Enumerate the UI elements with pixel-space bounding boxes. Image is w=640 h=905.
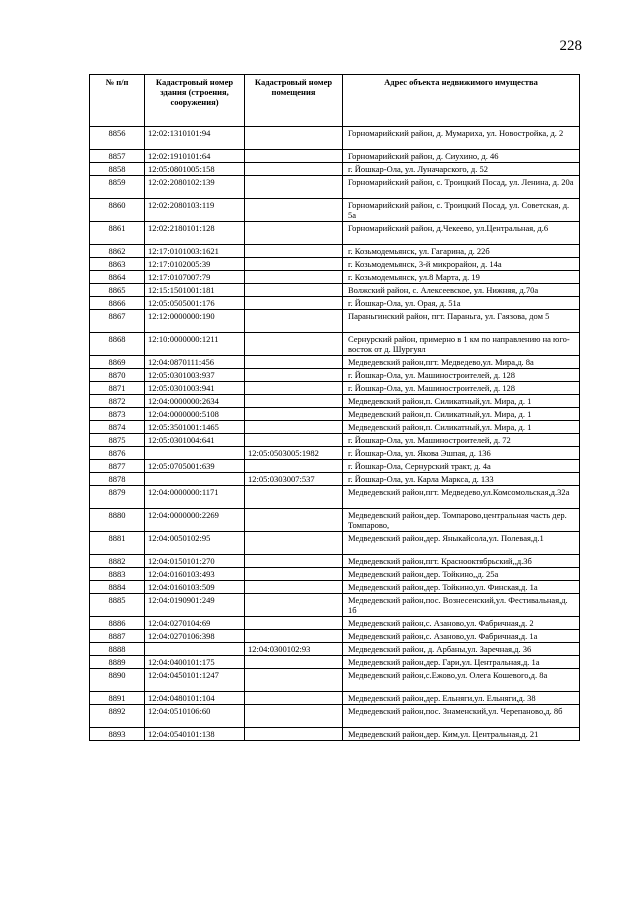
building-cadastral-cell: 12:04:0450101:1247 xyxy=(145,669,245,692)
room-cadastral-cell: 12:05:0303007:537 xyxy=(245,473,343,486)
row-number-cell: 8858 xyxy=(90,163,145,176)
address-cell: Медведевский район,пгт. Медведево,ул. Мира,д. 8а xyxy=(343,356,580,369)
address-cell: Медведевский район, д. Арбаны,ул. Заречная,д. 36 xyxy=(343,643,580,656)
address-cell: Сернурский район, примерно в 1 км по направлению на юго-восток от д. Шургуял xyxy=(343,333,580,356)
building-cadastral-cell: 12:04:0000000:1171 xyxy=(145,486,245,509)
room-cadastral-cell xyxy=(245,297,343,310)
room-cadastral-cell xyxy=(245,127,343,150)
building-cadastral-cell: 12:05:0301004:641 xyxy=(145,434,245,447)
table-body xyxy=(90,127,580,741)
table-row xyxy=(90,199,580,222)
address-cell: Параньгинский район, пгт. Параньга, ул. Гаязова, дом 5 xyxy=(343,310,580,333)
row-number-cell: 8871 xyxy=(90,382,145,395)
address-cell: Медведевский район,дер. Тойкино,,д. 25а xyxy=(343,568,580,581)
property-table xyxy=(89,74,580,741)
table-row xyxy=(90,447,580,460)
table-row xyxy=(90,568,580,581)
table-row xyxy=(90,127,580,150)
room-cadastral-cell xyxy=(245,395,343,408)
row-number-cell: 8868 xyxy=(90,333,145,356)
address-cell: Медведевский район,дер. Яныкайсола,ул. Полевая,д.1 xyxy=(343,532,580,555)
room-cadastral-cell xyxy=(245,222,343,245)
row-number-cell: 8887 xyxy=(90,630,145,643)
address-cell: Медведевский район,пос. Вознесенский,ул. Фестивальная,д. 1б xyxy=(343,594,580,617)
row-number-cell: 8889 xyxy=(90,656,145,669)
room-cadastral-cell xyxy=(245,434,343,447)
table-row xyxy=(90,581,580,594)
building-cadastral-cell: 12:17:0107007:79 xyxy=(145,271,245,284)
address-cell: Горномарийский район, д. Мумариха, ул. Новостройка, д. 2 xyxy=(343,127,580,150)
room-cadastral-cell: 12:05:0503005:1982 xyxy=(245,447,343,460)
building-cadastral-cell: 12:05:0505001:176 xyxy=(145,297,245,310)
row-number-cell: 8883 xyxy=(90,568,145,581)
room-cadastral-cell xyxy=(245,486,343,509)
building-cadastral-cell: 12:04:0150101:270 xyxy=(145,555,245,568)
room-cadastral-cell xyxy=(245,656,343,669)
address-cell: г. Козьмодемьянск, ул.8 Марта, д. 19 xyxy=(343,271,580,284)
page-number: 228 xyxy=(559,38,582,54)
table-row xyxy=(90,434,580,447)
building-cadastral-cell: 12:02:1910101:64 xyxy=(145,150,245,163)
table-row xyxy=(90,176,580,199)
row-number-cell: 8877 xyxy=(90,460,145,473)
row-number-cell: 8857 xyxy=(90,150,145,163)
address-cell: г. Йошкар-Ола, ул. Машиностроителей, д. 128 xyxy=(343,369,580,382)
address-cell: Медведевский район,пгт. Краснооктябрьский,,д.3б xyxy=(343,555,580,568)
table-row xyxy=(90,728,580,741)
building-cadastral-cell: 12:04:0400101:175 xyxy=(145,656,245,669)
table-row xyxy=(90,297,580,310)
room-cadastral-cell xyxy=(245,617,343,630)
room-cadastral-cell xyxy=(245,284,343,297)
row-number-cell: 8890 xyxy=(90,669,145,692)
building-cadastral-cell: 12:02:2080103:119 xyxy=(145,199,245,222)
address-cell: Горномарийский район, д. Сиухино, д. 46 xyxy=(343,150,580,163)
table-row xyxy=(90,630,580,643)
row-number-cell: 8872 xyxy=(90,395,145,408)
header-room-cadastral: Кадастровый номер помещения xyxy=(245,75,343,127)
row-number-cell: 8893 xyxy=(90,728,145,741)
table-row xyxy=(90,258,580,271)
address-cell: Медведевский район,п. Силикатный,ул. Мира, д. 1 xyxy=(343,421,580,434)
row-number-cell: 8874 xyxy=(90,421,145,434)
building-cadastral-cell: 12:04:0480101:104 xyxy=(145,692,245,705)
room-cadastral-cell xyxy=(245,408,343,421)
row-number-cell: 8891 xyxy=(90,692,145,705)
row-number-cell: 8873 xyxy=(90,408,145,421)
table-row xyxy=(90,669,580,692)
row-number-cell: 8885 xyxy=(90,594,145,617)
room-cadastral-cell xyxy=(245,271,343,284)
building-cadastral-cell: 12:05:0801005:158 xyxy=(145,163,245,176)
row-number-cell: 8863 xyxy=(90,258,145,271)
building-cadastral-cell: 12:05:0301003:941 xyxy=(145,382,245,395)
address-cell: Медведевский район,п. Силикатный,ул. Мира, д. 1 xyxy=(343,408,580,421)
address-cell: г. Йошкар-Ола, ул. Машиностроителей, д. 72 xyxy=(343,434,580,447)
room-cadastral-cell xyxy=(245,150,343,163)
building-cadastral-cell: 12:02:2180101:128 xyxy=(145,222,245,245)
building-cadastral-cell: 12:04:0000000:5108 xyxy=(145,408,245,421)
row-number-cell: 8867 xyxy=(90,310,145,333)
table-row xyxy=(90,271,580,284)
table-row xyxy=(90,245,580,258)
building-cadastral-cell: 12:10:0000000:1211 xyxy=(145,333,245,356)
building-cadastral-cell xyxy=(145,473,245,486)
building-cadastral-cell: 12:04:0160103:509 xyxy=(145,581,245,594)
building-cadastral-cell: 12:04:0510106:60 xyxy=(145,705,245,728)
row-number-cell: 8869 xyxy=(90,356,145,369)
address-cell: Медведевский район,с. Азаново,ул. Фабричная,д. 2 xyxy=(343,617,580,630)
table-row xyxy=(90,395,580,408)
table-row xyxy=(90,222,580,245)
building-cadastral-cell: 12:04:0000000:2269 xyxy=(145,509,245,532)
building-cadastral-cell: 12:17:0101003:1621 xyxy=(145,245,245,258)
building-cadastral-cell: 12:05:0301003:937 xyxy=(145,369,245,382)
table-row xyxy=(90,382,580,395)
table-row xyxy=(90,594,580,617)
address-cell: Медведевский район,пос. Знаменский,ул. Черепаново,д. 8б xyxy=(343,705,580,728)
building-cadastral-cell: 12:02:2080102:139 xyxy=(145,176,245,199)
address-cell: г. Йошкар-Ола, Сернурский тракт, д. 4а xyxy=(343,460,580,473)
row-number-cell: 8865 xyxy=(90,284,145,297)
room-cadastral-cell xyxy=(245,692,343,705)
room-cadastral-cell xyxy=(245,356,343,369)
room-cadastral-cell xyxy=(245,245,343,258)
address-cell: г. Козьмодемьянск, ул. Гагарина, д. 22б xyxy=(343,245,580,258)
table-row xyxy=(90,356,580,369)
building-cadastral-cell: 12:04:0540101:138 xyxy=(145,728,245,741)
row-number-cell: 8875 xyxy=(90,434,145,447)
address-cell: г. Йошкар-Ола, ул. Орая, д. 51а xyxy=(343,297,580,310)
address-cell: Медведевский район,дер. Тойкино,ул. Финская,д. 1а xyxy=(343,581,580,594)
row-number-cell: 8876 xyxy=(90,447,145,460)
building-cadastral-cell: 12:04:0870111:456 xyxy=(145,356,245,369)
building-cadastral-cell xyxy=(145,643,245,656)
header-address: Адрес объекта недвижимого имущества xyxy=(343,75,580,127)
row-number-cell: 8879 xyxy=(90,486,145,509)
room-cadastral-cell xyxy=(245,594,343,617)
row-number-cell: 8870 xyxy=(90,369,145,382)
building-cadastral-cell: 12:17:0102005:39 xyxy=(145,258,245,271)
building-cadastral-cell: 12:04:0270106:398 xyxy=(145,630,245,643)
row-number-cell: 8892 xyxy=(90,705,145,728)
building-cadastral-cell: 12:12:0000000:190 xyxy=(145,310,245,333)
row-number-cell: 8866 xyxy=(90,297,145,310)
room-cadastral-cell xyxy=(245,421,343,434)
row-number-cell: 8861 xyxy=(90,222,145,245)
table-row xyxy=(90,692,580,705)
row-number-cell: 8880 xyxy=(90,509,145,532)
room-cadastral-cell xyxy=(245,568,343,581)
row-number-cell: 8860 xyxy=(90,199,145,222)
address-cell: Волжский район, с. Алексеевское, ул. Нижняя, д.70а xyxy=(343,284,580,297)
address-cell: г. Йошкар-Ола, ул. Якова Эшпая, д. 136 xyxy=(343,447,580,460)
room-cadastral-cell xyxy=(245,333,343,356)
table-row xyxy=(90,150,580,163)
room-cadastral-cell xyxy=(245,581,343,594)
room-cadastral-cell xyxy=(245,163,343,176)
table-row xyxy=(90,555,580,568)
table-row xyxy=(90,333,580,356)
room-cadastral-cell xyxy=(245,460,343,473)
row-number-cell: 8862 xyxy=(90,245,145,258)
table-row xyxy=(90,473,580,486)
address-cell: Горномарийский район, с. Троицкий Посад, ул. Советская, д. 5а xyxy=(343,199,580,222)
room-cadastral-cell xyxy=(245,382,343,395)
address-cell: г. Йошкар-Ола, ул. Луначарского, д. 52 xyxy=(343,163,580,176)
room-cadastral-cell xyxy=(245,509,343,532)
room-cadastral-cell xyxy=(245,555,343,568)
address-cell: Медведевский район,дер. Ким,ул. Центральная,д. 21 xyxy=(343,728,580,741)
row-number-cell: 8884 xyxy=(90,581,145,594)
table-row xyxy=(90,408,580,421)
room-cadastral-cell xyxy=(245,199,343,222)
row-number-cell: 8878 xyxy=(90,473,145,486)
room-cadastral-cell xyxy=(245,705,343,728)
address-cell: Горномарийский район, д.Чекеево, ул.Центральная, д.6 xyxy=(343,222,580,245)
building-cadastral-cell: 12:15:1501001:181 xyxy=(145,284,245,297)
room-cadastral-cell xyxy=(245,310,343,333)
address-cell: Медведевский район,дер. Ельняги,ул. Ельняги,д. 38 xyxy=(343,692,580,705)
table-row xyxy=(90,310,580,333)
address-cell: Медведевский район,п. Силикатный,ул. Мира, д. 1 xyxy=(343,395,580,408)
row-number-cell: 8882 xyxy=(90,555,145,568)
row-number-cell: 8881 xyxy=(90,532,145,555)
table-row xyxy=(90,421,580,434)
room-cadastral-cell xyxy=(245,630,343,643)
address-cell: г. Йошкар-Ола, ул. Машиностроителей, д. 128 xyxy=(343,382,580,395)
building-cadastral-cell: 12:04:0000000:2634 xyxy=(145,395,245,408)
table-row xyxy=(90,460,580,473)
table-row xyxy=(90,284,580,297)
row-number-cell: 8859 xyxy=(90,176,145,199)
table-row xyxy=(90,617,580,630)
address-cell: Горномарийский район, с. Троицкий Посад, ул. Ленина, д. 20а xyxy=(343,176,580,199)
header-building-cadastral: Кадастровый номер здания (строения, сооружения) xyxy=(145,75,245,127)
row-number-cell: 8888 xyxy=(90,643,145,656)
address-cell: г. Йошкар-Ола, ул. Карла Маркса, д. 133 xyxy=(343,473,580,486)
table-row xyxy=(90,532,580,555)
room-cadastral-cell xyxy=(245,669,343,692)
room-cadastral-cell xyxy=(245,369,343,382)
table-row xyxy=(90,509,580,532)
building-cadastral-cell: 12:04:0160103:493 xyxy=(145,568,245,581)
address-cell: Медведевский район,с. Азаново,ул. Фабричная,д. 1а xyxy=(343,630,580,643)
row-number-cell: 8864 xyxy=(90,271,145,284)
row-number-cell: 8886 xyxy=(90,617,145,630)
address-cell: Медведевский район,с.Ежово,ул. Олега Кошевого,д. 8а xyxy=(343,669,580,692)
table-row xyxy=(90,705,580,728)
table-row xyxy=(90,656,580,669)
header-number: № п/п xyxy=(90,75,145,127)
row-number-cell: 8856 xyxy=(90,127,145,150)
table-row xyxy=(90,369,580,382)
building-cadastral-cell: 12:04:0270104:69 xyxy=(145,617,245,630)
room-cadastral-cell xyxy=(245,532,343,555)
building-cadastral-cell: 12:04:0050102:95 xyxy=(145,532,245,555)
building-cadastral-cell: 12:05:3501001:1465 xyxy=(145,421,245,434)
building-cadastral-cell: 12:05:0705001:639 xyxy=(145,460,245,473)
table-row xyxy=(90,486,580,509)
room-cadastral-cell xyxy=(245,258,343,271)
table-row xyxy=(90,643,580,656)
room-cadastral-cell: 12:04:0300102:93 xyxy=(245,643,343,656)
room-cadastral-cell xyxy=(245,176,343,199)
address-cell: Медведевский район,пгт. Медведево,ул.Комсомольская,д.32а xyxy=(343,486,580,509)
address-cell: Медведевский район,дер. Гари,ул. Центральная,д. 1а xyxy=(343,656,580,669)
table-header-row xyxy=(90,75,580,127)
building-cadastral-cell xyxy=(145,447,245,460)
address-cell: г. Козьмодемьянск, 3-й микрорайон, д. 14а xyxy=(343,258,580,271)
building-cadastral-cell: 12:04:0190901:249 xyxy=(145,594,245,617)
table-row xyxy=(90,163,580,176)
room-cadastral-cell xyxy=(245,728,343,741)
address-cell: Медведевский район,дер. Томпарово,центральная часть дер. Томпарово, xyxy=(343,509,580,532)
building-cadastral-cell: 12:02:1310101:94 xyxy=(145,127,245,150)
